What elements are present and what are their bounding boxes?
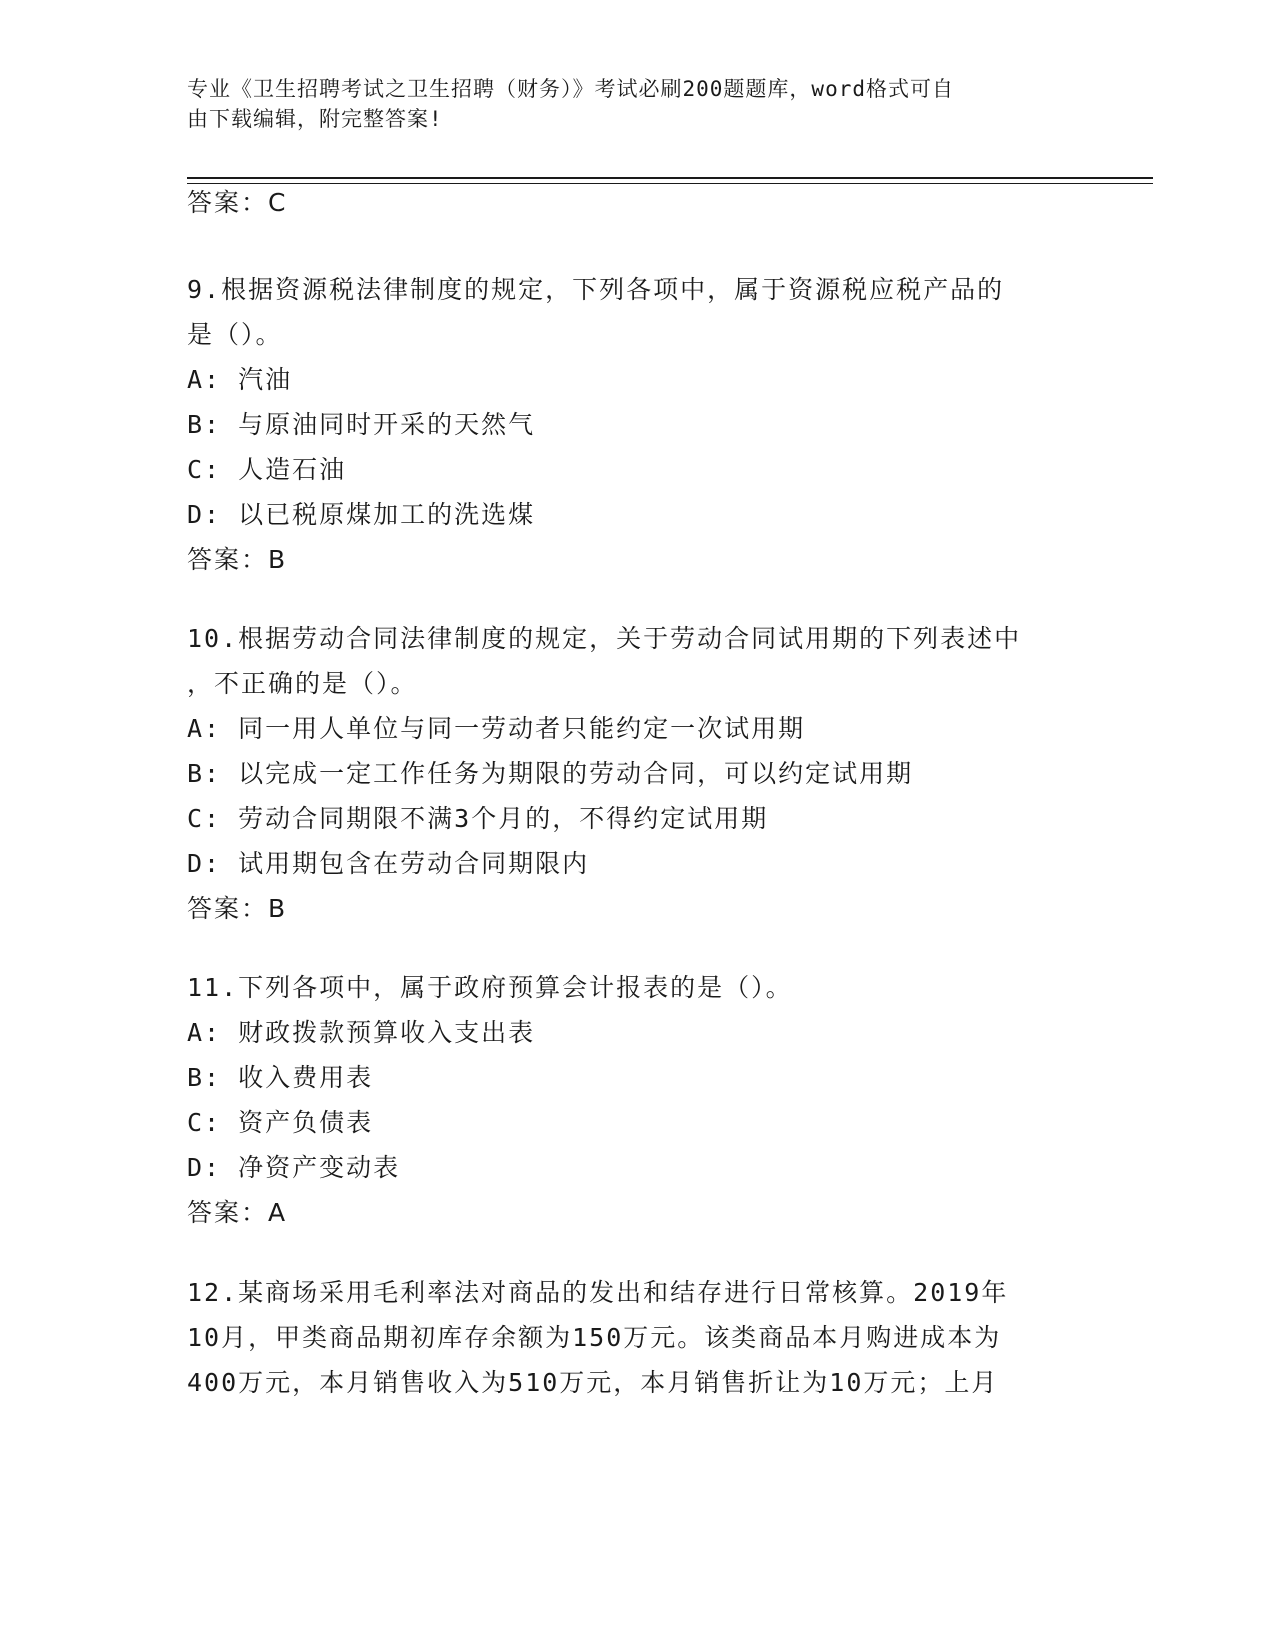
- option-a: A: 财政拨款预算收入支出表: [187, 1018, 536, 1047]
- answer: 答案：A: [187, 1198, 288, 1227]
- question-stem-line: 10.根据劳动合同法律制度的规定，关于劳动合同试用期的下列表述中: [187, 624, 1022, 653]
- question-9: [187, 267, 1087, 582]
- option-a: A: 同一用人单位与同一劳动者只能约定一次试用期: [187, 714, 806, 743]
- prev-answer: 答案：C: [187, 188, 288, 217]
- option-c: C: 劳动合同期限不满3个月的，不得约定试用期: [187, 804, 769, 833]
- question-stem-line: 12.某商场采用毛利率法对商品的发出和结存进行日常核算。2019年: [187, 1278, 1009, 1307]
- option-d: D: 以已税原煤加工的洗选煤: [187, 500, 536, 529]
- header-line-1: 专业《卫生招聘考试之卫生招聘（财务）》考试必刷200题题库，word格式可自: [187, 77, 954, 101]
- question-12: [187, 1270, 1087, 1405]
- document-header: [187, 74, 1067, 134]
- option-d: D: 净资产变动表: [187, 1153, 401, 1182]
- question-stem-line: 400万元，本月销售收入为510万元，本月销售折让为10万元；上月: [187, 1368, 999, 1397]
- question-stem-line: 10月，甲类商品期初库存余额为150万元。该类商品本月购进成本为: [187, 1323, 1002, 1352]
- prev-answer-block: [187, 180, 1087, 225]
- option-b: B: 与原油同时开采的天然气: [187, 410, 536, 439]
- option-c: C: 资产负债表: [187, 1108, 374, 1137]
- option-c: C: 人造石油: [187, 455, 347, 484]
- question-11: [187, 965, 1087, 1235]
- question-stem-line: 是（）。: [187, 320, 283, 349]
- option-a: A: 汽油: [187, 365, 293, 394]
- option-b: B: 收入费用表: [187, 1063, 374, 1092]
- answer: 答案：B: [187, 545, 288, 574]
- question-stem-line: 11.下列各项中，属于政府预算会计报表的是（）。: [187, 973, 793, 1002]
- header-line-2: 由下载编辑，附完整答案!: [187, 107, 443, 131]
- option-d: D: 试用期包含在劳动合同期限内: [187, 849, 590, 878]
- question-stem-line: ，不正确的是（）。: [187, 669, 418, 698]
- header-divider-thick: [187, 177, 1153, 179]
- question-10: [187, 616, 1087, 931]
- question-stem-line: 9.根据资源税法律制度的规定，下列各项中，属于资源税应税产品的: [187, 275, 1005, 304]
- answer: 答案：B: [187, 894, 288, 923]
- option-b: B: 以完成一定工作任务为期限的劳动合同，可以约定试用期: [187, 759, 914, 788]
